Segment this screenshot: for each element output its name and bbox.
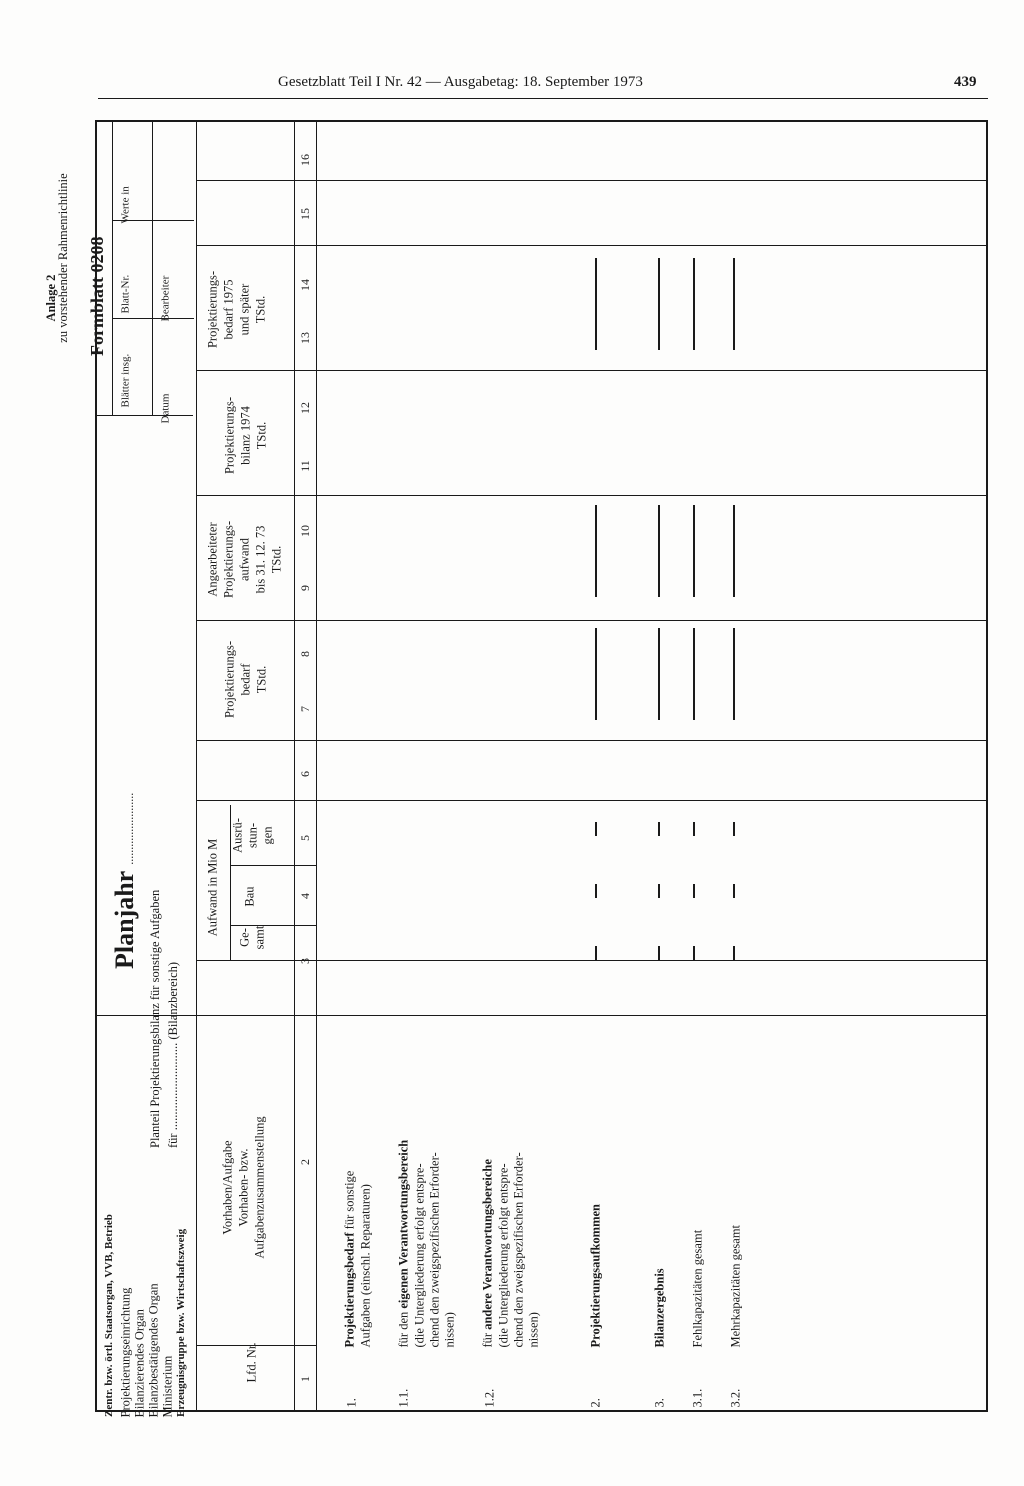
col-number: 9 xyxy=(298,585,312,591)
col-number: 10 xyxy=(298,525,312,537)
col-bil74-3: TStd. xyxy=(254,421,269,450)
row-label-line3: chend den zweigspezifischen Erforder- xyxy=(427,1152,442,1348)
col-bedarf-1: Projektierungs- xyxy=(222,640,237,719)
row-nr: 3.1. xyxy=(690,1388,705,1408)
page-number: 439 xyxy=(954,74,977,90)
col-vorhaben-2: Vorhaben- bzw. xyxy=(236,1148,251,1227)
org-line-4: Bilanzbestätigendes Organ xyxy=(146,1283,161,1418)
org-line-1: Zentr. bzw. örtl. Staatsorgan, VVB, Betrieb xyxy=(103,1214,115,1417)
row-label-line4: nissen) xyxy=(442,1312,457,1348)
col-bed75-1: Projektierungs- xyxy=(205,270,220,349)
annex-reference: zu vorstehender Rahmenrichtlinie xyxy=(56,173,70,343)
row-label-line2: (die Untergliederung erfolgt entspre- xyxy=(412,1163,427,1348)
col-number: 5 xyxy=(298,835,312,841)
running-header-title: Gesetzblatt Teil I Nr. 42 — Ausgabetag: 18. September 1973 xyxy=(278,74,643,90)
col-number: 13 xyxy=(298,332,312,344)
col-bil74-2: bilanz 1974 xyxy=(238,406,253,465)
row-label: Projektierungsbedarf für sonstige xyxy=(342,1170,357,1348)
row-label: Mehrkapazitäten gesamt xyxy=(728,1224,743,1348)
col-lfd-nr: Lfd. Nr. xyxy=(244,1342,259,1383)
col-ausr-1: Ausrü- xyxy=(230,818,245,853)
row-nr: 1.2. xyxy=(482,1388,497,1408)
col-bed75-2: bedarf 1975 xyxy=(221,279,236,340)
bearbeiter-label: Bearbeiter xyxy=(159,275,172,322)
col-number: 14 xyxy=(298,279,312,291)
row-nr: 3.2. xyxy=(728,1388,743,1408)
plan-line-1: Planteil Projektierungsbilanz für sonstige Aufgaben xyxy=(148,889,162,1148)
col-bil74-1: Projektierungs- xyxy=(222,396,237,475)
org-line-6: Erzeugnisgruppe bzw. Wirtschaftszweig xyxy=(175,1228,187,1417)
org-line-5: Ministerium xyxy=(160,1355,175,1418)
col-vorhaben-3: Aufgabenzusammenstellung xyxy=(252,1116,267,1259)
col-number: 7 xyxy=(298,706,312,712)
row-label: für andere Verantwortungsbereiche xyxy=(480,1159,495,1348)
col-bedarf-2: bedarf xyxy=(238,663,253,696)
row-label: Bilanzergebnis xyxy=(652,1268,667,1348)
col-bed75-4: TStd. xyxy=(253,295,268,324)
row-nr: 3. xyxy=(652,1398,667,1408)
col-bedarf-3: TStd. xyxy=(254,665,269,694)
col-number: 2 xyxy=(298,1159,312,1165)
col-aufwand: Aufwand in Mio M xyxy=(205,838,220,937)
col-gesamt-1: Ge- xyxy=(237,928,252,947)
col-bau: Bau xyxy=(242,886,257,907)
col-angear-1: Angearbeiteter xyxy=(205,522,220,597)
col-number: 16 xyxy=(298,154,312,166)
row-label: für den eigenen Verantwortungsbereich xyxy=(396,1139,411,1348)
col-angear-3: aufwand xyxy=(237,537,252,582)
col-number: 12 xyxy=(298,402,312,414)
col-angear-5: TStd. xyxy=(269,545,284,574)
col-number: 6 xyxy=(298,771,312,777)
row-label-line2: Aufgaben (einschl. Reparaturen) xyxy=(358,1184,373,1348)
col-angear-4: bis 31. 12. 73 xyxy=(253,525,268,594)
col-ausr-2: stun- xyxy=(245,823,260,848)
blaetter-label: Blätter insg. xyxy=(119,353,132,408)
row-label: Fehlkapazitäten gesamt xyxy=(690,1229,705,1348)
werte-label: Werte in xyxy=(119,186,132,224)
header-rule xyxy=(98,98,988,99)
col-bed75-3: und später xyxy=(237,283,252,336)
col-vorhaben-1: Vorhaben/Aufgabe xyxy=(220,1140,235,1235)
col-angear-2: Projektierungs- xyxy=(221,520,236,599)
blatt-nr-label: Blatt-Nr. xyxy=(119,274,132,314)
col-gesamt-2: samt xyxy=(252,925,267,950)
datum-label: Datum xyxy=(159,393,172,424)
annex-label: Anlage 2 xyxy=(44,274,58,322)
row-label-line2: (die Untergliederung erfolgt entspre- xyxy=(496,1163,511,1348)
col-number: 4 xyxy=(298,893,312,899)
row-nr: 2. xyxy=(588,1398,603,1408)
col-number: 11 xyxy=(298,460,312,472)
col-ausr-3: gen xyxy=(260,826,275,845)
planjahr-title: Planjahr ........................ xyxy=(110,792,139,969)
row-label-line4: nissen) xyxy=(526,1312,541,1348)
col-number: 15 xyxy=(298,208,312,220)
org-line-3: Bilanzierendes Organ xyxy=(132,1309,147,1418)
col-number: 1 xyxy=(298,1376,312,1382)
plan-line-2: für ............................ (Bilanzbereich) xyxy=(166,961,180,1148)
row-nr: 1. xyxy=(344,1398,359,1408)
formblatt-title: Formblatt 0208 xyxy=(87,236,107,356)
col-number: 3 xyxy=(298,958,312,964)
row-label-line3: chend den zweigspezifischen Erforder- xyxy=(511,1152,526,1348)
col-number: 8 xyxy=(298,651,312,657)
org-line-2: Projektierungseinrichtung xyxy=(118,1287,133,1418)
row-label: Projektierungsaufkommen xyxy=(588,1203,603,1348)
row-nr: 1.1. xyxy=(396,1388,411,1408)
